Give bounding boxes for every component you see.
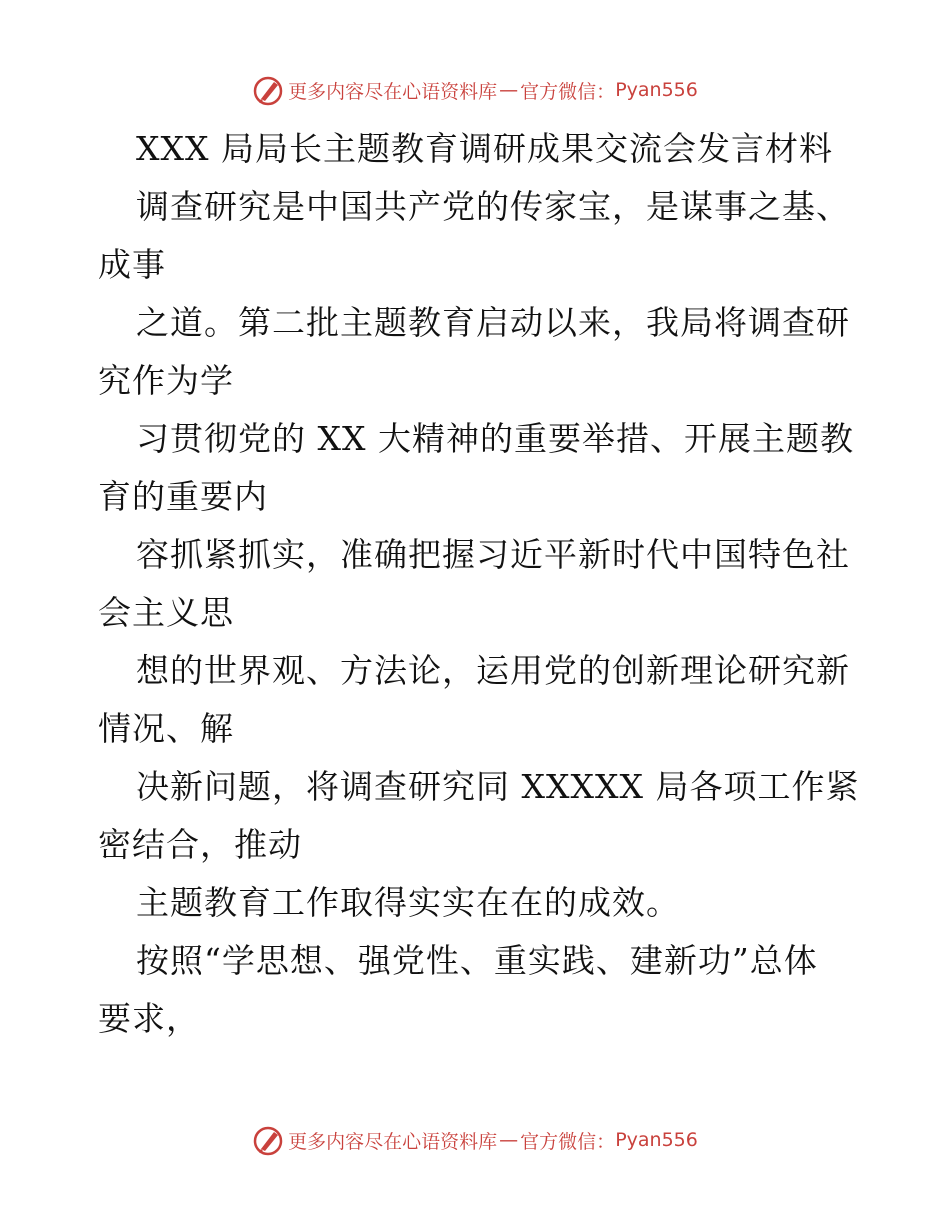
text-line: 密结合，推动 (98, 825, 302, 864)
watermark-account: Pyan556 (615, 1129, 698, 1151)
watermark-text: 更多内容尽在心语资料库 (288, 80, 498, 103)
pen-logo-icon (252, 1124, 284, 1156)
text-line: 育的重要内 (98, 477, 268, 516)
watermark-separator: — (499, 79, 519, 101)
text-line: 容抓紧抓实，准确把握习近平新时代中国特色社 (136, 535, 850, 574)
text-line: 调查研究是中国共产党的传家宝，是谋事之基、 (136, 187, 850, 226)
text-line: 决新问题，将调查研究同 XXXXX 局各项工作紧 (136, 767, 860, 806)
text-line: 情况、解 (98, 709, 234, 748)
footer-watermark (0, 1120, 950, 1160)
text-line: 主题教育工作取得实实在在的成效。 (136, 883, 680, 922)
watermark-account-label: 官方微信： (520, 1130, 616, 1153)
watermark-account-label: 官方微信： (520, 80, 616, 103)
text-line: 按照“学思想、强党性、重实践、建新功”总体 (136, 941, 818, 980)
text-line: 之道。第二批主题教育启动以来，我局将调查研 (136, 303, 850, 342)
text-line: 会主义思 (98, 593, 234, 632)
document-title: XXX 局局长主题教育调研成果交流会发言材料 (136, 129, 833, 168)
text-line: 要求， (98, 999, 200, 1038)
text-line: 想的世界观、方法论，运用党的创新理论研究新 (136, 651, 850, 690)
text-line: 成事 (98, 245, 166, 284)
watermark-separator: — (499, 1129, 519, 1151)
text-line: 究作为学 (98, 361, 234, 400)
document-body (98, 120, 878, 1048)
header-watermark (0, 70, 950, 110)
watermark-text: 更多内容尽在心语资料库 (288, 1130, 498, 1153)
text-line: 习贯彻党的 XX 大精神的重要举措、开展主题教 (136, 419, 854, 458)
watermark-account: Pyan556 (615, 79, 698, 101)
pen-logo-icon (252, 74, 284, 106)
